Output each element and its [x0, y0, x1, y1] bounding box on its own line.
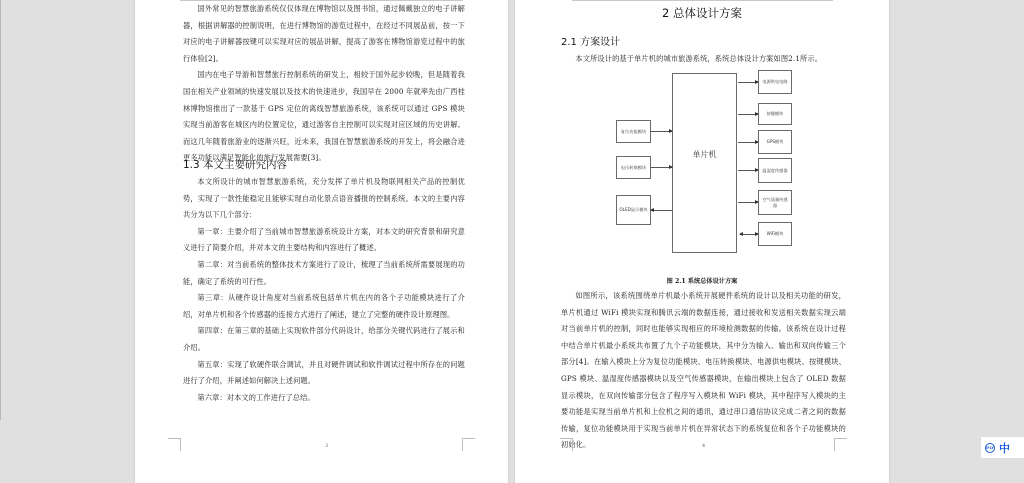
key-module-block: 按键模块 — [758, 103, 792, 125]
oled-module-block: OLED显示模块 — [616, 195, 651, 225]
air-quality-sensor-block: 空气质量传感器 — [758, 190, 792, 215]
margin-corner-mark — [168, 438, 181, 451]
chapter-summary: 第二章：对当前系统的整体技术方案进行了设计，梳理了当前系统所需要展现的功能，确定了系统的可行性。 — [183, 259, 465, 286]
document-page-3 — [135, 0, 508, 483]
paragraph: 本文所设计的基于单片机的城市旅游系统，系统总体设计方案如图2.1所示。 — [575, 54, 823, 63]
arrow-in — [738, 82, 758, 83]
power-supply-block: 电源供电电路 — [758, 70, 792, 94]
chapter-summary: 第五章：实现了软硬件联合调试，并且对硬件调试和软件调试过程中所存在的问题进行了介绍，并阐述如何解决上述问题。 — [183, 359, 465, 386]
document-page-4 — [515, 0, 889, 483]
ime-indicator[interactable] — [981, 437, 1024, 458]
wifi-module-block: WiFi模块 — [758, 222, 792, 246]
arrow-in — [651, 167, 672, 168]
body-text-top — [183, 1, 465, 167]
paragraph: 国内在电子导游和智慧旅行控制系统的研发上，相较于国外起步较晚，但是随着我国在相关产业领域的快速发展以及技术的快速进步，我国早在 2000 年就率先由广西桂林博物馆推出了一款基于 GPS 定位的离线智慧旅游系统，该系统可以通过 GPS 模块实现当前游客在城区内的位置定位，通过游客自主控制可以实现对应区域的历史讲解。而这几年随着旅游业的逐渐兴旺，近未来，我国在智慧旅游系统的开发上，将会融合进更多功能以满足智能化的旅行发展需要[3]。 — [183, 70, 465, 163]
reset-module-block: 复位功能模块 — [616, 120, 651, 143]
margin-corner-mark — [560, 438, 573, 451]
chapter-summary: 第一章：主要介绍了当前城市智慧旅游系统设计方案，对本文的研究背景和研究意义进行了简要介绍，并对本文的主要结构和内容进行了概述。 — [183, 226, 465, 253]
margin-corner-mark — [834, 438, 847, 451]
section-heading: 1.3 本文主要研究内容 — [183, 159, 288, 171]
header-rule — [572, 0, 833, 1]
paragraph: 如图所示，该系统围绕单片机最小系统开展硬件系统的设计以及相关功能的研发，单片机通过 WiFi 模块实现和腾讯云端的数据连接，通过接收和发送相关数据实现云端对当前单片机的控制，同时也能够实现相应的环境检测数据的传输。该系统在设计过程中结合单片机最小系统共布置了九个子功能模块，其中分为输入、输出和双向传输三个部分[4]。在输入模块上分为复位功能模块、电压转换模块、电源供电模块、按键模块、 GPS 模块、温湿度传感器模块以及空气传感器模块，在输出模块上包含了 OLED 数据显示模块，在双向传输部分包含了程序写入模块和 WiFi 模块，其中程序写入模块的主要功能是实现当前单片机和上位机之间的通讯，通过串口通信协议完成二者之间的数据传输，复位功能模块用于实现当前单片机在异常状态下的系统复位和各个子功能模块的初始化。 — [561, 291, 846, 450]
arrow-in — [738, 170, 758, 171]
body-text — [561, 288, 846, 454]
page-number: 4 — [702, 443, 706, 449]
chapter-summary: 第四章：在第三章的基础上实现软件部分代码设计，给部分关键代码进行了展示和介绍。 — [183, 326, 465, 352]
page-number: 3 — [325, 443, 329, 449]
chapter-title: 2 总体设计方案 — [662, 6, 742, 20]
intro-text — [561, 51, 846, 68]
arrow-out — [651, 210, 672, 211]
margin-corner-mark — [462, 438, 475, 451]
arrow-in — [651, 131, 672, 132]
gps-module-block: GPS模块 — [758, 130, 792, 154]
figure-caption: 图 2.1 系统总体设计方案 — [666, 278, 738, 285]
window-edge — [0, 0, 1, 420]
body-text-bottom — [183, 174, 465, 406]
arrow-in — [738, 142, 758, 143]
iflytek-logo-icon: iFLY — [985, 443, 995, 453]
paragraph: 本文所设计的城市智慧旅游系统，充分发挥了单片机及物联网相关产品的控制优势，实现了一款性能稳定且能够实现自动化景点语音播报的控制系统。本文的主要内容共分为以下几个部分： — [183, 177, 465, 220]
arrow-in — [738, 202, 758, 203]
arrow-in — [738, 114, 758, 115]
chapter-summary: 第六章：对本文的工作进行了总结。 — [197, 392, 315, 402]
section-heading: 2.1 方案设计 — [561, 37, 621, 48]
mcu-block: 单片机 — [672, 73, 737, 253]
paragraph: 国外常见的智慧旅游系统仅仅体现在博物馆以及图书馆，通过佩戴独立的电子讲解器，根据讲解器的控制说明，在进行博物馆的游览过程中，在经过不同展品前，按一下对应的电子讲解器按键可以实现对应的展品讲解，提高了游客在博物馆游览过程中的旅行体验[2]。 — [183, 4, 465, 63]
arrow-bidirectional — [740, 234, 758, 235]
chapter-summary: 第三章：从硬件设计角度对当前系统包括单片机在内的各个子功能模块进行了介绍，对单片机和各个传感器的连接方式进行了阐述，建立了完整的硬件设计原理图。 — [183, 293, 465, 319]
temp-humidity-sensor-block: 温湿度传感器 — [758, 158, 792, 183]
system-block-diagram — [612, 71, 797, 271]
voltage-module-block: 电压转换模块 — [616, 156, 651, 179]
ime-mode-label[interactable]: 中 — [999, 441, 1010, 455]
